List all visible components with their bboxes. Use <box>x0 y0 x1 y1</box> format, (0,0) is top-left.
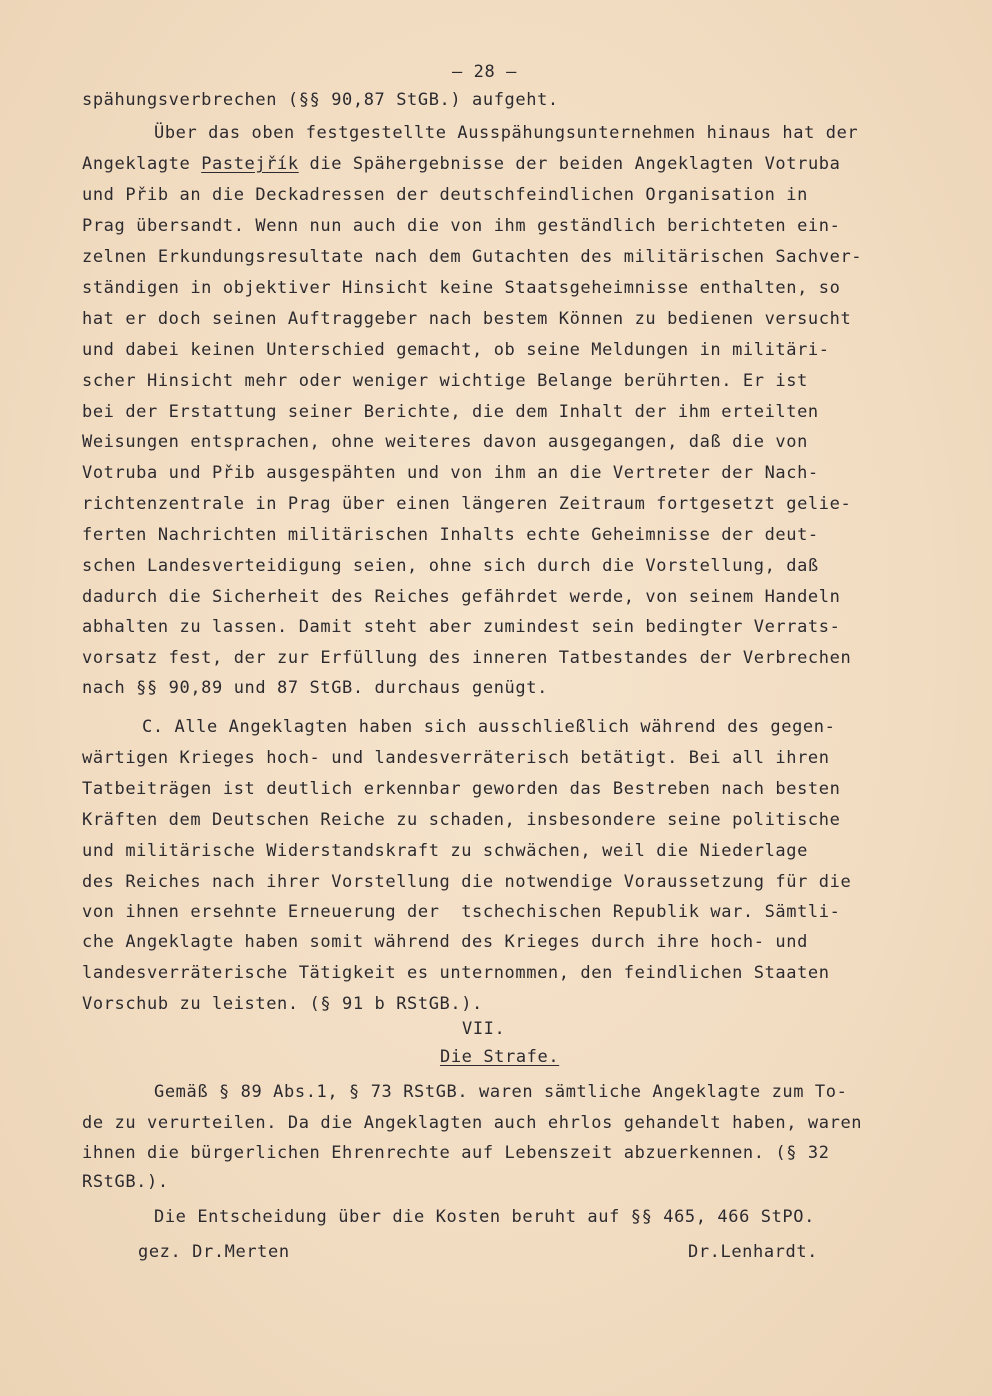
text-line: che Angeklagte haben somit während des Krieges durch ihre hoch- und <box>82 932 808 952</box>
section-title: Die Strafe. <box>440 1047 560 1067</box>
text-line: wärtigen Krieges hoch- und landesverräterisch betätigt. Bei all ihren <box>82 748 830 768</box>
text-line: C. Alle Angeklagten haben sich ausschließlich während des gegen- <box>142 717 836 737</box>
text-line: Weisungen entsprachen, ohne weiteres davon ausgegangen, daß die von <box>82 432 808 452</box>
text-line: dadurch die Sicherheit des Reiches gefährdet werde, von seinem Handeln <box>82 587 841 607</box>
text-line: Angeklagte Pastejřík die Spähergebnisse der beiden Angeklagten Votruba <box>82 154 841 174</box>
text-line: Über das oben festgestellte Ausspähungsunternehmen hinaus hat der <box>154 123 859 143</box>
signature-right: Dr.Lenhardt. <box>688 1242 819 1262</box>
text-line: bei der Erstattung seiner Berichte, die dem Inhalt der ihm erteilten <box>82 402 819 422</box>
text-line: abhalten zu lassen. Damit steht aber zumindest sein bedingter Verrats- <box>82 617 841 637</box>
text-line: und dabei keinen Unterschied gemacht, ob seine Meldungen in militäri- <box>82 340 830 360</box>
text-line: und militärische Widerstandskraft zu schwächen, weil die Niederlage <box>82 841 808 861</box>
text-line: Vorschub zu leisten. (§ 91 b RStGB.). <box>82 994 483 1014</box>
text-line: ferten Nachrichten militärischen Inhalts echte Geheimnisse der deut- <box>82 525 819 545</box>
page-number: – 28 – <box>452 62 518 82</box>
text-line: richtenzentrale in Prag über einen längeren Zeitraum fortgesetzt gelie- <box>82 494 852 514</box>
text-line: de zu verurteilen. Da die Angeklagten auch ehrlos gehandelt haben, waren <box>82 1113 863 1133</box>
section-number: VII. <box>462 1019 506 1039</box>
text-line: zelnen Erkundungsresultate nach dem Gutachten des militärischen Sachver- <box>82 247 863 267</box>
text-line: landesverräterische Tätigkeit es unternommen, den feindlichen Staaten <box>82 963 830 983</box>
text-line: Tatbeiträgen ist deutlich erkennbar geworden das Bestreben nach besten <box>82 779 841 799</box>
text-line: vorsatz fest, der zur Erfüllung des inneren Tatbestandes der Verbrechen <box>82 648 852 668</box>
text-line: scher Hinsicht mehr oder weniger wichtige Belange berührten. Er ist <box>82 371 808 391</box>
text-line: Kräften dem Deutschen Reiche zu schaden, insbesondere seine politische <box>82 810 841 830</box>
text-line: RStGB.). <box>82 1172 169 1192</box>
text-line: Votruba und Přib ausgespähten und von ihm an die Vertreter der Nach- <box>82 463 819 483</box>
text-line: hat er doch seinen Auftraggeber nach bestem Können zu bedienen versucht <box>82 309 852 329</box>
costs-line: Die Entscheidung über die Kosten beruht auf §§ 465, 466 StPO. <box>154 1207 815 1227</box>
text-line: Prag übersandt. Wenn nun auch die von ihm geständlich berichteten ein- <box>82 216 841 236</box>
underlined-name: Pastejřík <box>201 154 299 174</box>
text-line: schen Landesverteidigung seien, ohne sich durch die Vorstellung, daß <box>82 556 819 576</box>
text-line: ihnen die bürgerlichen Ehrenrechte auf Lebenszeit abzuerkennen. (§ 32 <box>82 1143 830 1163</box>
text-line: spähungsverbrechen (§§ 90,87 StGB.) aufgeht. <box>82 90 559 110</box>
text-line: von ihnen ersehnte Erneuerung der tschechischen Republik war. Sämtli- <box>82 902 841 922</box>
text-line: Gemäß § 89 Abs.1, § 73 RStGB. waren sämtliche Angeklagte zum To- <box>154 1082 848 1102</box>
text-line: nach §§ 90,89 und 87 StGB. durchaus genügt. <box>82 678 548 698</box>
text-line: ständigen in objektiver Hinsicht keine Staatsgeheimnisse enthalten, so <box>82 278 841 298</box>
text-line: und Přib an die Deckadressen der deutschfeindlichen Organisation in <box>82 185 808 205</box>
text-line: des Reiches nach ihrer Vorstellung die notwendige Voraussetzung für die <box>82 872 852 892</box>
signature-left: gez. Dr.Merten <box>138 1242 290 1262</box>
